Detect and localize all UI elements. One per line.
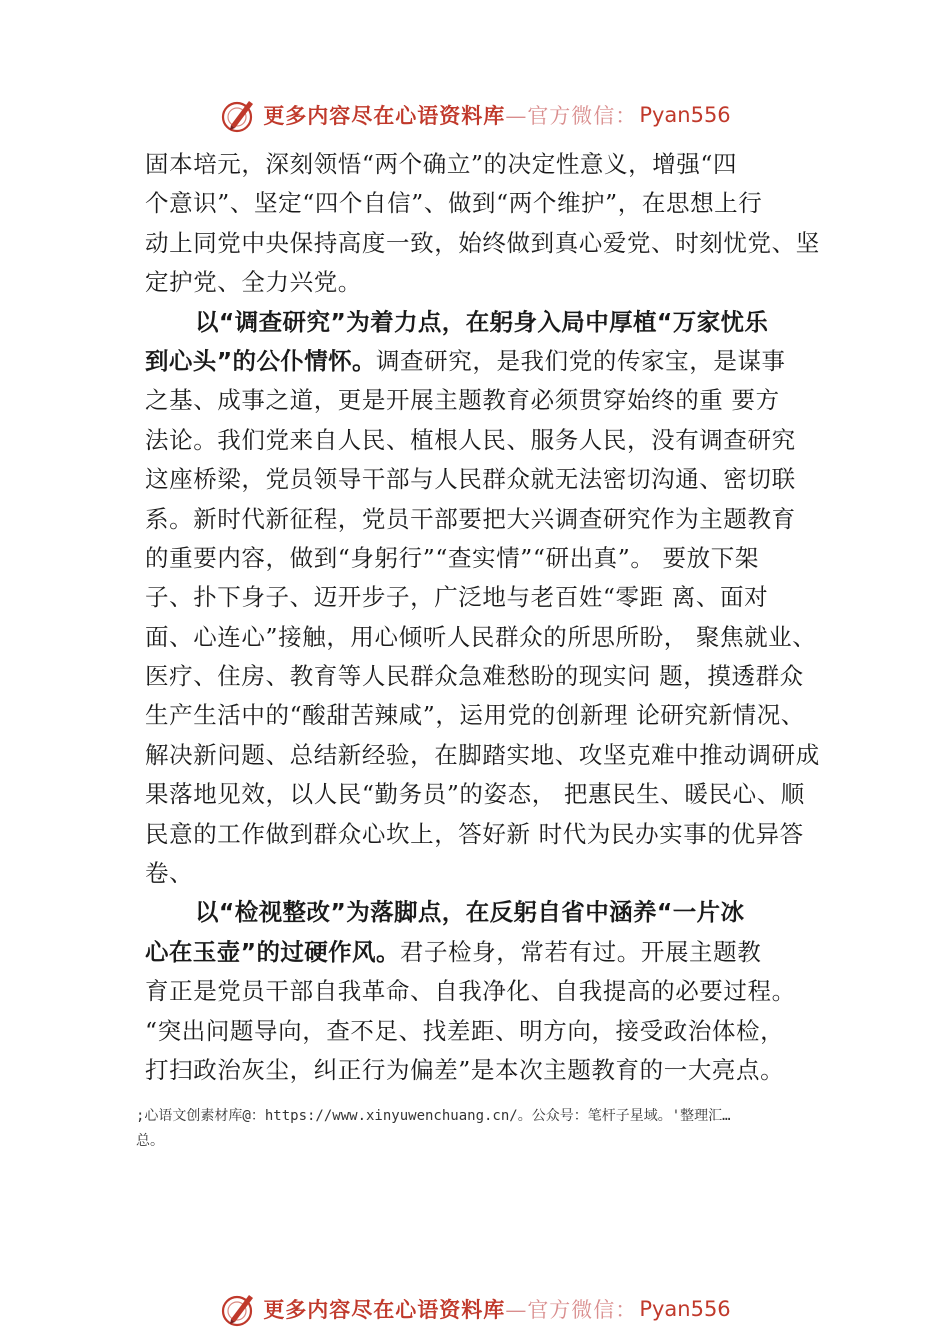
text-line: 卷、 — [145, 859, 194, 888]
text-line: 的重要内容，做到“身躬行”“查实情”“研出真”。 要放下架 — [145, 543, 759, 572]
banner-separator: —官方微信： — [505, 1298, 638, 1322]
source-note-line: 总。 — [136, 1133, 164, 1149]
text-line: 固本培元，深刻领悟“两个确立”的决定性意义，增强“四 — [145, 150, 738, 178]
document-body — [145, 145, 835, 1090]
text-line: 子、扑下身子、迈开步子，广泛地与老百姓“零距 离、面对 — [145, 583, 769, 612]
source-note-line: ;心语文创素材库@：https://www.xinyuwenchuang.cn/。公众号：笔杆子星域。'整理汇… — [136, 1108, 731, 1124]
banner-title: 更多内容尽在心语资料库 — [263, 103, 506, 128]
footer-banner — [0, 1284, 950, 1334]
text-line: 法论。我们党来自人民、植根人民、服务人民，没有调查研究 — [145, 425, 796, 454]
section-heading-tail: 心在玉壶”的过硬作风。 — [145, 937, 400, 966]
text-line: 面、心连心”接触，用心倾听人民群众的所思所盼， 聚焦就业、 — [145, 622, 817, 651]
pen-logo-icon — [219, 1289, 259, 1329]
text-line: 果落地见效，以人民“勤务员”的姿态， 把惠民生、暖民心、顺 — [145, 780, 805, 809]
text-line — [145, 342, 835, 381]
header-banner — [0, 90, 950, 140]
text-line: 民意的工作做到群众心坎上，答好新 时代为民办实事的优异答 — [145, 819, 804, 848]
banner-wechat-id: Pyan556 — [639, 103, 731, 127]
text-run: 君子检身，常若有过。开展主题教 — [399, 937, 762, 966]
text-line: 育正是党员干部自我革命、自我净化、自我提高的必要过程。 — [145, 977, 796, 1006]
text-line: 打扫政治灰尘，纠正行为偏差”是本次主题教育的一大亮点。 — [145, 1055, 785, 1084]
text-line: 动上同党中央保持高度一致，始终做到真心爱党、时刻忧党、坚 — [145, 228, 820, 257]
banner-separator: —官方微信： — [505, 104, 638, 128]
text-run: 调查研究，是我们党的传家宝，是谋事 — [375, 346, 786, 375]
source-note — [136, 1104, 836, 1154]
section-heading: 以“检视整改”为落脚点，在反躬自省中涵养“一片冰 — [195, 898, 745, 927]
text-line: 个意识”、坚定“四个自信”、做到“两个维护”，在思想上行 — [145, 189, 763, 218]
banner-title: 更多内容尽在心语资料库 — [263, 1297, 506, 1322]
section-heading-tail: 到心头”的公仆情怀。 — [145, 346, 376, 375]
text-line: 系。新时代新征程，党员干部要把大兴调查研究作为主题教育 — [145, 504, 796, 533]
text-line: 定护党、全力兴党。 — [145, 268, 362, 297]
banner-wechat-id: Pyan556 — [639, 1297, 731, 1321]
pen-logo-icon — [219, 95, 259, 135]
text-line: 之基、成事之道，更是开展主题教育必须贯穿始终的重 要方 — [145, 386, 780, 415]
text-line: 这座桥梁，党员领导干部与人民群众就无法密切沟通、密切联 — [145, 465, 796, 494]
text-line: 医疗、住房、教育等人民群众急难愁盼的现实问 题，摸透群众 — [145, 662, 804, 691]
text-line: 生产生活中的“酸甜苦辣咸”，运用党的创新理 论研究新情况、 — [145, 701, 805, 730]
text-line: 解决新问题、总结新经验，在脚踏实地、攻坚克难中推动调研成 — [145, 740, 820, 769]
section-heading: 以“调查研究”为着力点，在躬身入局中厚植“万家忧乐 — [195, 307, 769, 336]
text-line: “突出问题导向，查不足、找差距、明方向，接受政治体检， — [145, 1016, 785, 1045]
text-line — [145, 933, 835, 972]
